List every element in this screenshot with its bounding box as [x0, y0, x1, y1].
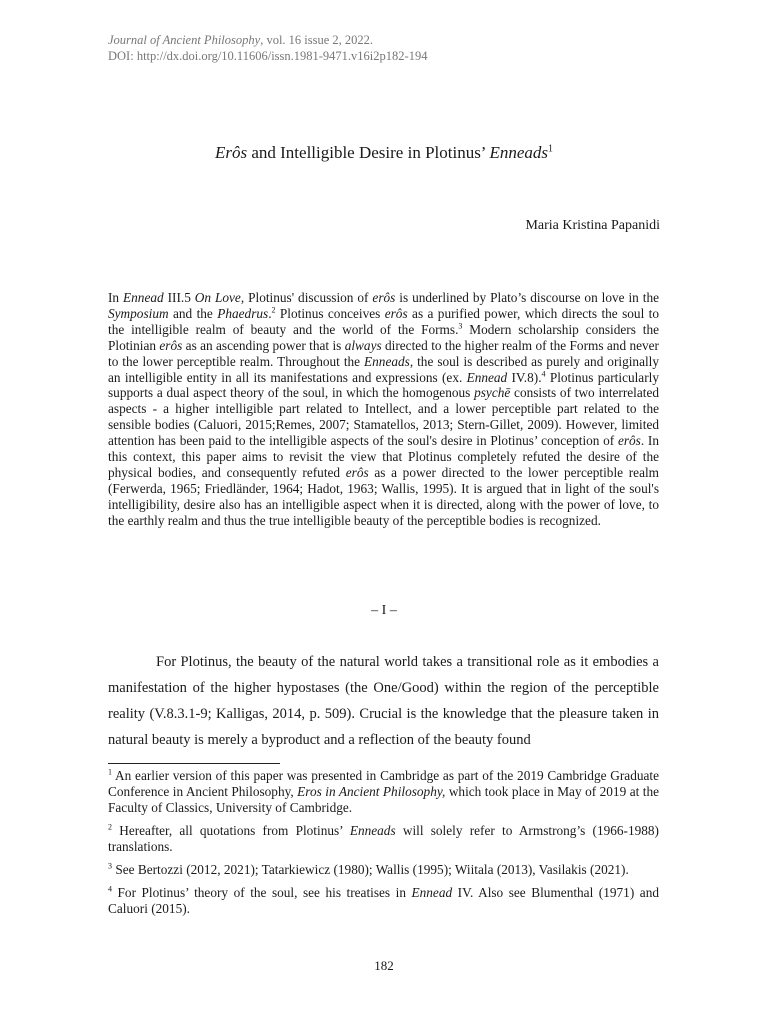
- journal-doi: DOI: http://dx.doi.org/10.11606/issn.1981-9471.v16i2p182-194: [108, 49, 428, 63]
- journal-citation: [108, 32, 427, 48]
- footnote-4: $^4$ For Plotinus’ theory of the soul, see his treatises in Ennead IV. Also see Blumenthal (1971) and Caluori (2015).: [108, 884, 659, 916]
- footnotes: [108, 768, 659, 924]
- footnote-2: $^2$ Hereafter, all quotations from Plotinus’ Enneads will solely refer to Armstrong’s (1966-1988) translations.: [108, 822, 659, 854]
- abstract: In Ennead III.5 On Love, Plotinus' discussion of erôs is underlined by Plato’s discourse on love in the Symposium and the Phaedrus.$^2$ Plotinus conceives erôs as a purified power, which directs the soul to the intelligible realm of beauty and the world of the Forms.$^3$ Modern scholarship considers the Plotinian erôs as an ascending power that is always directed to the higher realm of the Forms and never to the lower perceptible realm. Throughout the Enneads, the soul is described as purely and originally an intelligible entity in all its manifestations and expressions (ex. Ennead IV.8).$^4$ Plotinus particularly supports a dual aspect theory of the soul, in which the homogenous psychē consists of two interrelated aspects - a higher intelligible part related to Intellect, and a lower perceptible part related to the sensible bodies (Caluori, 2015;Remes, 2007; Stamatellos, 2013; Stern-Gillet, 2009). However, limited attention has been paid to the intelligible aspects of the soul's desire in Plotinus’ conception of erôs. In this context, this paper aims to revisit the view that Plotinus completely refuted the desire of the physical bodies, and consequently refuted erôs as a power directed to the lower perceptible realm (Ferwerda, 1965; Friedländer, 1964; Hadot, 1963; Wallis, 1995). It is argued that in light of the soul's intelligibility, desire also has an intelligible aspect when it is directed, along with the power of love, to the earthly realm and thus the true intelligible beauty of the perceptible bodies is recognized.: [108, 290, 660, 528]
- footnote-3: $^3$ See Bertozzi (2012, 2021); Tatarkiewicz (1980); Wallis (1995); Wiitala (2013), Vasilakis (2021).: [108, 861, 629, 877]
- footnote-1: $^1$ An earlier version of this paper was presented in Cambridge as part of the 2019 Cambridge Graduate Conference in Ancient Philosophy, Eros in Ancient Philosophy, which took place in May of 2019 at the Faculty of Classics, University of Cambridge.: [108, 767, 660, 815]
- journal-volume: , vol. 16 issue 2, 2022.: [260, 33, 374, 47]
- journal-header: [108, 32, 427, 64]
- body-text: [108, 649, 659, 753]
- author-name: Maria Kristina Papanidi: [525, 218, 660, 233]
- section-heading: – I –: [371, 603, 397, 618]
- footnote-divider: [108, 763, 280, 764]
- footnote-ref[interactable]: 2: [271, 305, 276, 315]
- journal-name: Journal of Ancient Philosophy: [108, 33, 261, 47]
- body-paragraph: For Plotinus, the beauty of the natural world takes a transitional role as it embodies a manifestation of the higher hypostases (the One/Good) within the region of the perceptible reality (V.8.3.1-9; Kalligas, 2014, p. 509). Crucial is the knowledge that the pleasure taken in natural beauty is merely a byproduct and a reflection of the beauty found: [108, 654, 659, 748]
- footnote-ref[interactable]: 4: [541, 369, 546, 379]
- footnote-ref[interactable]: 3: [458, 321, 463, 331]
- footnote-ref[interactable]: 1: [548, 143, 554, 155]
- paper-title: Erôs and Intelligible Desire in Plotinus’ Enneads$^1$: [214, 143, 554, 162]
- page-number: 182: [374, 958, 394, 973]
